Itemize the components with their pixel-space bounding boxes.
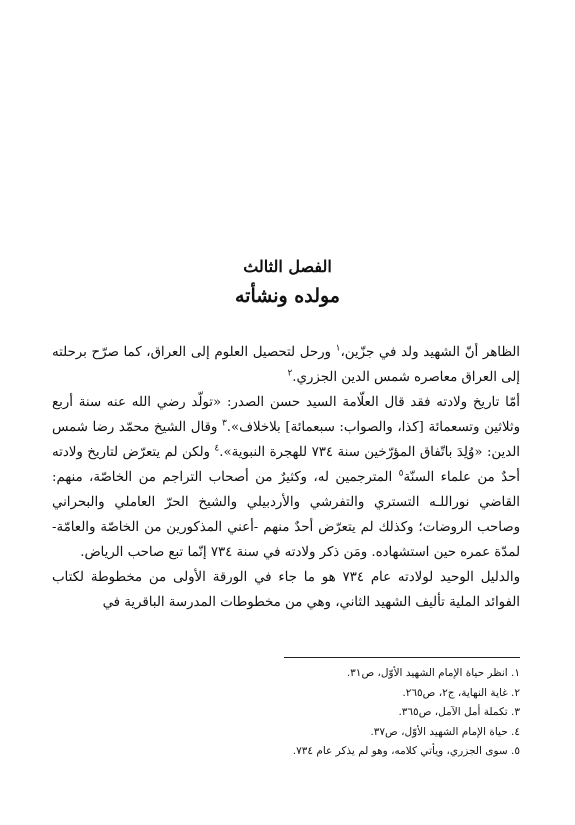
footnote-5: ٥. سوى الجزري، ويأتي كلامه، وهو لم يذكر عام ٧٣٤.: [292, 745, 520, 757]
footnote-4: ٤. حياة الإمام الشهيد الأوّل، ص٣٧.: [370, 725, 520, 738]
paragraph-2-text-d: المترجمين له، وكثيرٌ من أصحاب التراجم من الخاصّة، منهم: القاضي نوراللـه التستري والتفرشي والأردبيلي والشيخ الحرّ العاملي والبحراني وصاحب الروضات؛ وكذلك لم يتعرّض أحدٌ منهم -أعني المذكورين من الخاصّة والعامّة- لمدّة عمره حين استشهاده. ومَن ذكر ولادته في سنة ٧٣٤ إنّما تبع صاحب الرياض.: [52, 470, 520, 560]
footnote-ref-4: ٤: [214, 443, 220, 454]
footnote-1: ١. انظر حياة الإمام الشهيد الأوّل، ص٣١.: [346, 667, 520, 679]
paragraph-2-text-a: أمّا تاريخ ولادته فقد قال العلّامة السيد حسن الصدر: «تولّد رضي الله عنه سنة أربع وثلاثين وتسعمائة [كذا، والصواب: سبعمائة] بلاخلاف».: [52, 395, 520, 435]
paragraph-1-text-a: الظاهر أنّ الشهيد ولد في جزّين،: [340, 345, 520, 360]
footnote-ref-1: ١: [335, 343, 341, 354]
paragraph-2-text-b: وقال الشيخ محمّد رضا شمس الدين: «وُلِدَ باتّفاق المؤرّخين سنة ٧٣٤ للهجرة النبوية».: [52, 420, 520, 460]
paragraph-1: [52, 340, 520, 390]
footnote-3: ٣. تكملة أمل الآمل، ص٣٦٥.: [398, 706, 520, 718]
chapter-heading: [0, 256, 575, 310]
footnote-ref-3: ٣: [221, 418, 227, 429]
paragraph-2: [52, 390, 520, 565]
paragraph-1-text-b: ورحل لتحصيل العلوم إلى العراق، كما صرّح برحلته إلى العراق معاصره شمس الدين الجزري.: [52, 345, 520, 385]
footnote-ref-5: ٥: [398, 468, 404, 479]
footnote-ref-2: ٢: [287, 368, 293, 379]
body-text: [52, 340, 520, 615]
footnote-divider: [284, 657, 520, 658]
footnote-2: ٢. غاية النهاية، ج٢، ص٢٦٥.: [402, 686, 520, 699]
chapter-number: الفصل الثالث: [243, 257, 332, 276]
footnotes-list: [52, 664, 520, 762]
chapter-title: مولده ونشأته: [234, 285, 340, 307]
paragraph-3: والدليل الوحيد لولادته عام ٧٣٤ هو ما جاء في الورقة الأولى من مخطوطة لكتاب الفوائد الملية تأليف الشهيد الثاني، وهي من مخطوطات المدرسة الباقرية في: [52, 570, 520, 610]
paragraph-2-text-c: ولكن لم يتعرّض لتاريخ ولادته أحدٌ من علماء السنّة: [52, 445, 520, 485]
